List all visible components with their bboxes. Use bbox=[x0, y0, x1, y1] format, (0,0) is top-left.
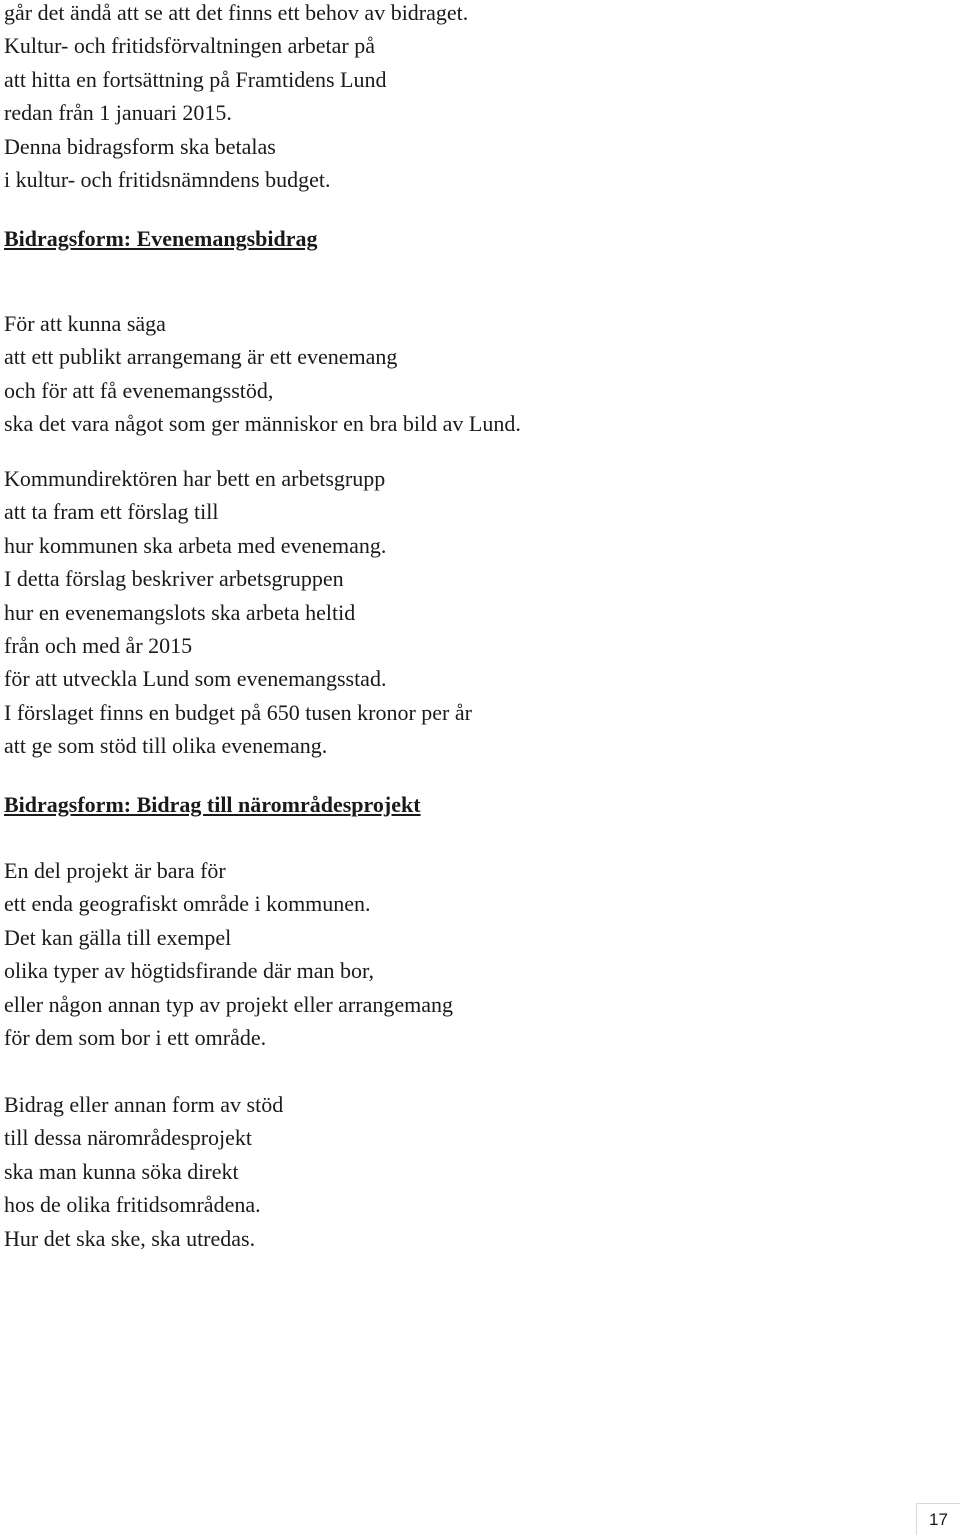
text-line: hur kommunen ska arbeta med evenemang. bbox=[4, 532, 387, 558]
text-line: för dem som bor i ett område. bbox=[4, 1024, 267, 1050]
text-line: ska man kunna söka direkt bbox=[4, 1158, 239, 1184]
text-line: till dessa närområdesprojekt bbox=[4, 1125, 253, 1151]
text-line: ett enda geografiskt område i kommunen. bbox=[4, 891, 371, 917]
text-line: ska det vara något som ger människor en bra bild av Lund. bbox=[4, 411, 521, 437]
text-line: I detta förslag beskriver arbetsgruppen bbox=[4, 566, 344, 592]
text-line: Hur det ska ske, ska utredas. bbox=[4, 1225, 256, 1251]
text-line: att ta fram ett förslag till bbox=[4, 499, 219, 525]
text-line: går det ändå att se att det finns ett behov av bidraget. bbox=[4, 0, 469, 25]
intro-paragraph bbox=[4, 0, 468, 196]
text-line: och för att få evenemangsstöd, bbox=[4, 377, 274, 403]
heading-text: Bidragsform: Evenemangsbidrag bbox=[4, 226, 318, 251]
section-heading-naromradesprojekt bbox=[4, 788, 421, 821]
text-line: Denna bidragsform ska betalas bbox=[4, 133, 276, 159]
text-line: för att utveckla Lund som evenemangsstad. bbox=[4, 666, 387, 692]
evenemang-paragraph-1 bbox=[4, 307, 521, 441]
text-line: hur en evenemangslots ska arbeta heltid bbox=[4, 599, 356, 625]
text-line: hos de olika fritidsområdena. bbox=[4, 1192, 261, 1218]
text-line: från och med år 2015 bbox=[4, 632, 193, 658]
text-line: Kommundirektören har bett en arbetsgrupp bbox=[4, 466, 386, 491]
text-line: i kultur- och fritidsnämndens budget. bbox=[4, 166, 331, 192]
text-line: olika typer av högtidsfirande där man bor, bbox=[4, 958, 374, 984]
text-line: En del projekt är bara för bbox=[4, 858, 226, 883]
text-line: Kultur- och fritidsförvaltningen arbetar på bbox=[4, 33, 375, 59]
evenemang-paragraph-2 bbox=[4, 462, 472, 763]
text-line: I förslaget finns en budget på 650 tusen kronor per år bbox=[4, 699, 472, 725]
text-line: För att kunna säga bbox=[4, 311, 166, 336]
text-line: att ett publikt arrangemang är ett evenemang bbox=[4, 344, 398, 370]
text-line: redan från 1 januari 2015. bbox=[4, 100, 232, 126]
heading-text: Bidragsform: Bidrag till närområdesprojekt bbox=[4, 792, 421, 817]
naromrade-paragraph-2 bbox=[4, 1088, 283, 1255]
text-line: att hitta en fortsättning på Framtidens Lund bbox=[4, 66, 387, 92]
text-line: eller någon annan typ av projekt eller arrangemang bbox=[4, 991, 453, 1017]
text-line: Bidrag eller annan form av stöd bbox=[4, 1092, 284, 1117]
text-line: Det kan gälla till exempel bbox=[4, 924, 232, 950]
page-number: 17 bbox=[916, 1503, 960, 1535]
text-line: att ge som stöd till olika evenemang. bbox=[4, 733, 328, 759]
section-heading-evenemangsbidrag bbox=[4, 222, 318, 255]
naromrade-paragraph-1 bbox=[4, 854, 453, 1054]
